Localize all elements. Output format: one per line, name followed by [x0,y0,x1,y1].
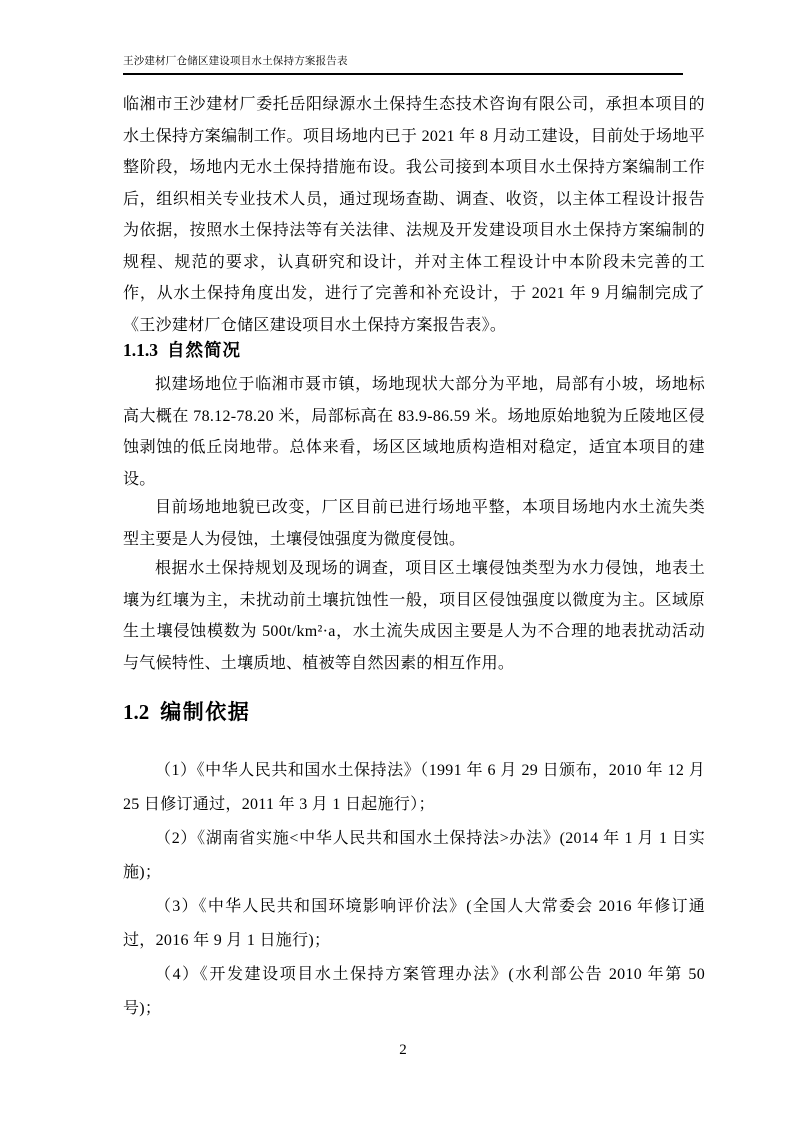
section-heading-1-2 [123,698,250,727]
paragraph-site-overview: 拟建场地位于临湘市聂市镇，场地现状大部分为平地，局部有小坡，场地标高大概在 78.12-78.20 米，局部标高在 83.9-86.59 米。场地原始地貌为丘陵地区侵蚀剥蚀的低丘岗地带。总体来看，场区区域地质构造相对稳定，适宜本项目的建设。 [123,376,705,488]
section-heading-1-1-3-number: 1.1.3 [123,340,158,360]
page-number: 2 [399,1042,407,1058]
paragraph-intro: 临湘市王沙建材厂委托岳阳绿源水土保持生态技术咨询有限公司，承担本项目的水土保持方案编制工作。项目场地内已于 2021 年 8 月动工建设，目前处于场地平整阶段，场地内无水土保持措施布设。我公司接到本项目水土保持方案编制工作后，组织相关专业技术人员，通过现场查勘、调查、收资，以主体工程设计报告为依据，按照水土保持法等有关法律、法规及开发建设项目水土保持方案编制的规程、规范的要求，认真研究和设计，并对主体工程设计中本阶段未完善的工作，从水土保持角度出发，进行了完善和补充设计，于 2021 年 9 月编制完成了《王沙建材厂仓储区建设项目水土保持方案报告表》。 [123,96,705,334]
reference-item-4: （4）《开发建设项目水土保持方案管理办法》(水利部公告 2010 年第 50 号)； [123,966,705,1017]
reference-item-3: （3）《中华人民共和国环境影响评价法》(全国人大常委会 2016 年修订通过，2016 年 9 月 1 日施行)； [123,898,705,949]
reference-list [123,754,705,1026]
section-heading-1-1-3 [123,338,241,362]
paragraph-landform-change: 目前场地地貌已改变，厂区目前已进行场地平整，本项目场地内水土流失类型主要是人为侵蚀，土壤侵蚀强度为微度侵蚀。 [123,499,705,548]
reference-item-1: （1）《中华人民共和国水土保持法》（1991 年 6 月 29 日颁布，2010 年 12 月 25 日修订通过，2011 年 3 月 1 日起施行）； [123,762,705,813]
section-heading-1-1-3-title: 自然简况 [167,340,241,360]
header-rule [123,73,683,75]
section-heading-1-2-number: 1.2 [123,700,150,724]
section-heading-1-2-title: 编制依据 [160,701,251,724]
paragraph-soil-erosion: 根据水土保持规划及现场的调查，项目区土壤侵蚀类型为水力侵蚀，地表土壤为红壤为主，未扰动前土壤抗蚀性一般，项目区侵蚀强度以微度为主。区域原生土壤侵蚀模数为 500t/km²·a，水土流失成因主要是人为不合理的地表扰动活动与气候特性、土壤质地、植被等自然因素的相互作用。 [123,560,705,672]
reference-item-2: （2）《湖南省实施<中华人民共和国水土保持法>办法》(2014 年 1 月 1 日实施)； [123,830,705,881]
header-running-title: 王沙建材厂仓储区建设项目水土保持方案报告表 [123,56,348,67]
